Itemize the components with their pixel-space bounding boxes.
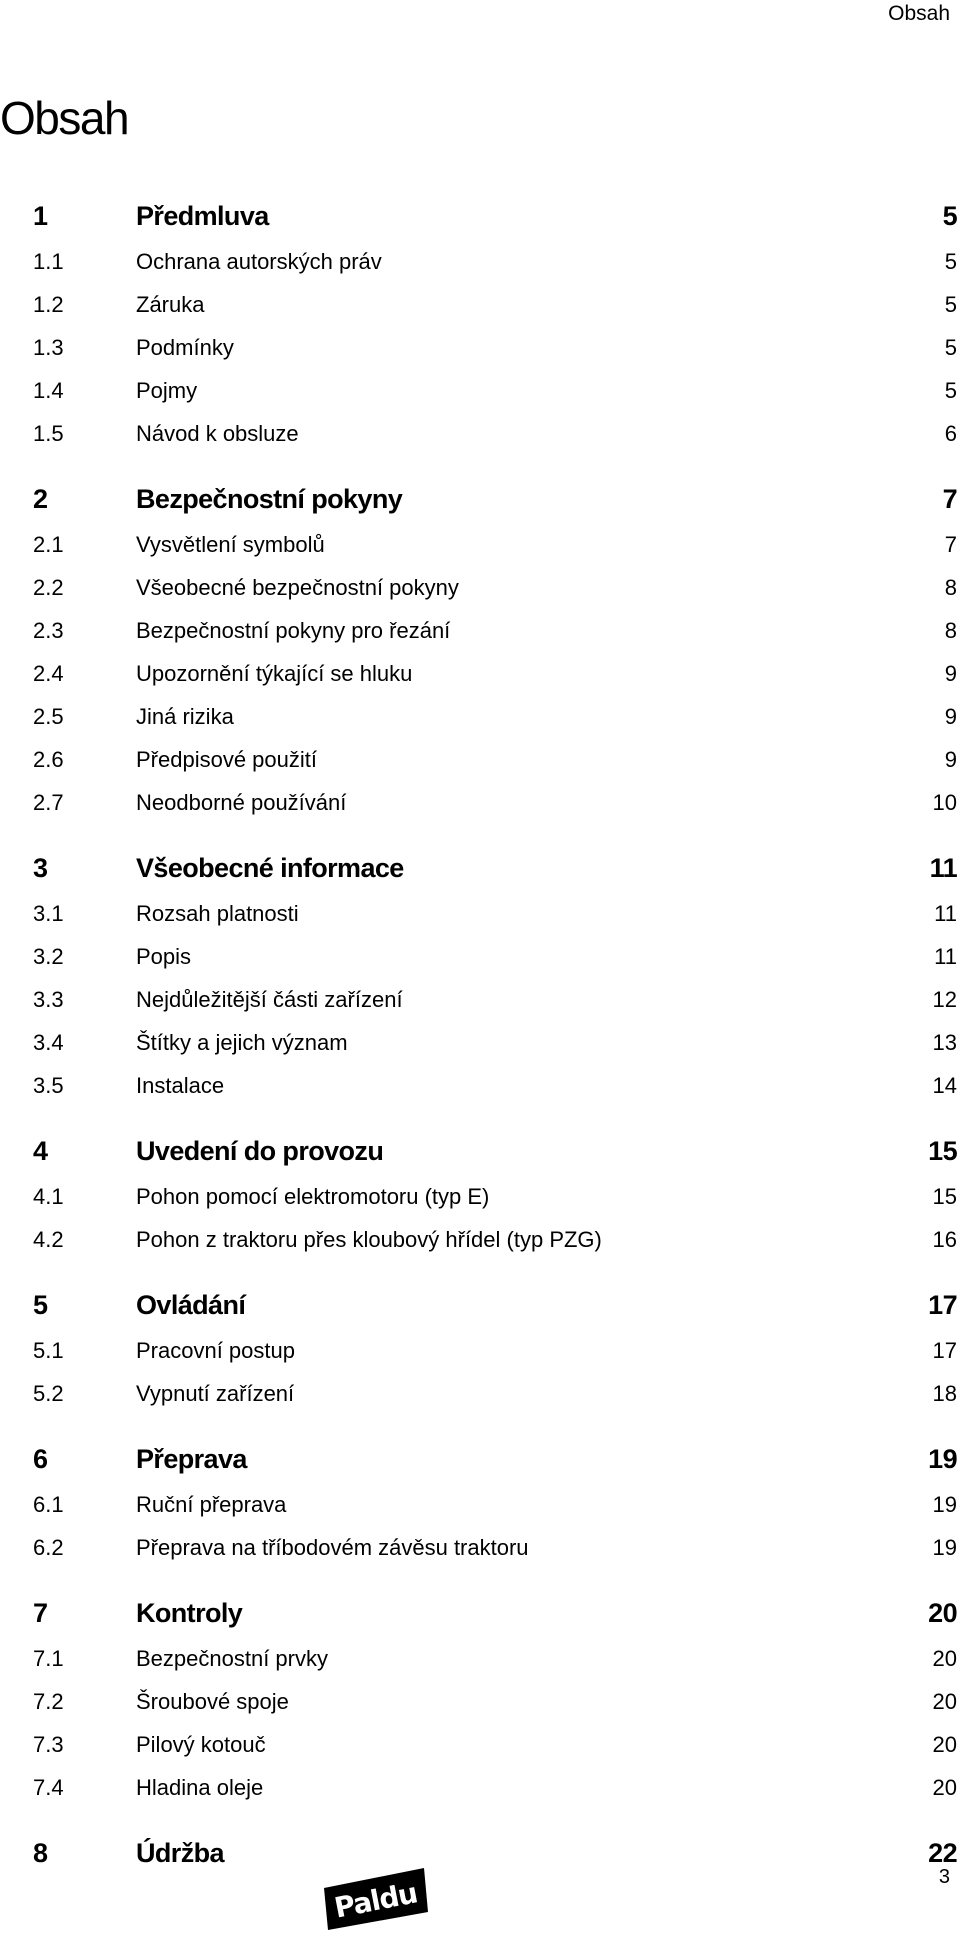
toc-section-row[interactable] [33,1021,960,1064]
toc-num: 3.4 [33,1030,64,1055]
toc-title: Bezpečnostní pokyny [136,484,403,514]
toc-page: 12 [932,987,957,1012]
running-header: Obsah [888,2,950,25]
toc-title: Uvedení do provozu [136,1136,384,1166]
toc-num: 2.3 [33,618,64,643]
toc-num: 3.2 [33,944,64,969]
toc-page: 20 [932,1732,957,1757]
logo-text: Paldu [331,1876,420,1925]
toc-title: Upozornění týkající se hluku [136,661,413,686]
toc-num: 5.2 [33,1381,64,1406]
toc-num: 2.1 [33,532,64,557]
toc-num: 2.7 [33,790,64,815]
toc-num: 7.4 [33,1775,64,1800]
toc-page: 5 [944,249,957,274]
toc-num: 4.1 [33,1184,64,1209]
toc-page: 13 [932,1030,957,1055]
toc-num: 2 [33,484,48,514]
toc-chapter-row[interactable] [33,844,960,892]
toc-page: 11 [929,853,957,883]
toc-page: 19 [932,1535,957,1560]
toc-num: 1.5 [33,421,64,446]
toc-num: 1.4 [33,378,64,403]
toc-num: 2.5 [33,704,64,729]
toc-page: 15 [932,1184,957,1209]
toc-title: Všeobecné informace [136,853,404,883]
toc-num: 1.2 [33,292,64,317]
toc-chapter-row[interactable] [33,1127,960,1175]
toc-chapter-row[interactable] [33,1435,960,1483]
toc-title: Rozsah platnosti [136,901,299,926]
toc-num: 7.2 [33,1689,64,1714]
toc-title: Přeprava na tříbodovém závěsu traktoru [136,1535,529,1560]
toc-section-row[interactable] [33,412,960,455]
page-number: 3 [938,1866,950,1888]
toc-section-row[interactable] [33,1526,960,1569]
toc-page: 5 [944,292,957,317]
toc-page: 20 [932,1775,957,1800]
toc-section-row[interactable] [33,1329,960,1372]
toc-num: 3.1 [33,901,64,926]
toc-title: Popis [136,944,192,969]
toc-num: 5 [33,1290,48,1320]
toc-section-row[interactable] [33,738,960,781]
toc-title: Ruční přeprava [136,1492,287,1517]
toc-num: 6 [33,1444,48,1474]
table-of-contents [33,192,960,1877]
toc-section-row[interactable] [33,609,960,652]
toc-section-row[interactable] [33,326,960,369]
toc-title: Návod k obsluze [136,421,299,446]
toc-title: Pojmy [136,378,198,403]
toc-page: 9 [944,747,957,772]
toc-title: Ovládání [136,1290,246,1320]
toc-section-row[interactable] [33,1766,960,1809]
toc-title: Nejdůležitější části zařízení [136,987,403,1012]
toc-section-row[interactable] [33,781,960,824]
toc-num: 4.2 [33,1227,64,1252]
toc-title: Bezpečnostní pokyny pro řezání [136,618,451,643]
toc-num: 1.1 [33,249,64,274]
toc-page: 19 [928,1444,957,1474]
toc-section-row[interactable] [33,566,960,609]
toc-title: Pohon pomocí elektromotoru (typ E) [136,1184,490,1209]
toc-page: 6 [944,421,957,446]
toc-section-row[interactable] [33,1064,960,1107]
toc-num: 3.3 [33,987,64,1012]
toc-page: 17 [928,1290,957,1320]
toc-section-row[interactable] [33,369,960,412]
toc-title: Ochrana autorských práv [136,249,382,274]
toc-title: Předpisové použití [136,747,317,772]
toc-page: 22 [928,1838,957,1868]
toc-page: 18 [932,1381,957,1406]
toc-page: 8 [944,618,957,643]
toc-page: 10 [932,790,957,815]
toc-title: Kontroly [136,1598,243,1628]
toc-num: 3.5 [33,1073,64,1098]
toc-num: 2.2 [33,575,64,600]
toc-num: 1.3 [33,335,64,360]
toc-chapter-row[interactable] [33,1829,960,1877]
page-title: Obsah [0,92,129,144]
toc-section-row[interactable] [33,935,960,978]
toc-section-row[interactable] [33,978,960,1021]
toc-page: 7 [942,484,957,514]
toc-title: Bezpečnostní prvky [136,1646,328,1671]
toc-page: 5 [944,378,957,403]
toc-page: 9 [944,661,957,686]
toc-section-row[interactable] [33,523,960,566]
toc-page: 17 [932,1338,957,1363]
toc-title: Vysvětlení symbolů [136,532,325,557]
toc-section-row[interactable] [33,240,960,283]
toc-page: 20 [932,1646,957,1671]
toc-section-row[interactable] [33,1372,960,1415]
toc-num: 5.1 [33,1338,64,1363]
toc-page: 9 [944,704,957,729]
toc-title: Hladina oleje [136,1775,264,1800]
toc-page: 5 [944,335,957,360]
paldu-logo [320,1866,432,1932]
toc-section-row[interactable] [33,652,960,695]
toc-num: 3 [33,853,48,883]
toc-chapter-row[interactable] [33,475,960,523]
toc-section-row[interactable] [33,1723,960,1766]
toc-title: Pohon z traktoru přes kloubový hřídel (typ PZG) [136,1227,602,1252]
toc-title: Záruka [136,292,205,317]
toc-title: Pilový kotouč [136,1732,266,1757]
toc-num: 7.3 [33,1732,64,1757]
toc-num: 6.2 [33,1535,64,1560]
toc-title: Štítky a jejich význam [136,1030,348,1055]
toc-num: 8 [33,1838,48,1868]
toc-title: Jiná rizika [136,704,234,729]
toc-title: Vypnutí zařízení [136,1381,295,1406]
toc-page: 7 [944,532,957,557]
toc-title: Všeobecné bezpečnostní pokyny [136,575,459,600]
toc-num: 7 [33,1598,48,1628]
toc-section-row[interactable] [33,1680,960,1723]
toc-section-row[interactable] [33,1483,960,1526]
toc-num: 2.4 [33,661,64,686]
toc-page: 19 [932,1492,957,1517]
toc-section-row[interactable] [33,1175,960,1218]
toc-title: Pracovní postup [136,1338,295,1363]
toc-num: 2.6 [33,747,64,772]
toc-page: 20 [928,1598,957,1628]
toc-title: Přeprava [136,1444,247,1474]
toc-section-row[interactable] [33,892,960,935]
toc-page: 5 [942,201,957,231]
toc-section-row[interactable] [33,1218,960,1261]
toc-page: 15 [928,1136,957,1166]
toc-num: 4 [33,1136,48,1166]
toc-page: 8 [944,575,957,600]
toc-chapter-row[interactable] [33,1281,960,1329]
toc-page: 11 [934,944,957,969]
toc-page: 14 [932,1073,957,1098]
toc-title: Údržba [136,1838,224,1868]
toc-page: 16 [932,1227,957,1252]
toc-page: 11 [934,901,957,926]
toc-num: 7.1 [33,1646,64,1671]
toc-title: Šroubové spoje [136,1689,289,1714]
toc-num: 1 [33,201,48,231]
toc-title: Neodborné používání [136,790,347,815]
toc-num: 6.1 [33,1492,64,1517]
toc-title: Předmluva [136,201,269,231]
toc-section-row[interactable] [33,695,960,738]
toc-section-row[interactable] [33,1637,960,1680]
toc-chapter-row[interactable] [33,1589,960,1637]
toc-chapter-row[interactable] [33,192,960,240]
toc-section-row[interactable] [33,283,960,326]
toc-title: Podmínky [136,335,234,360]
toc-page: 20 [932,1689,957,1714]
toc-title: Instalace [136,1073,225,1098]
